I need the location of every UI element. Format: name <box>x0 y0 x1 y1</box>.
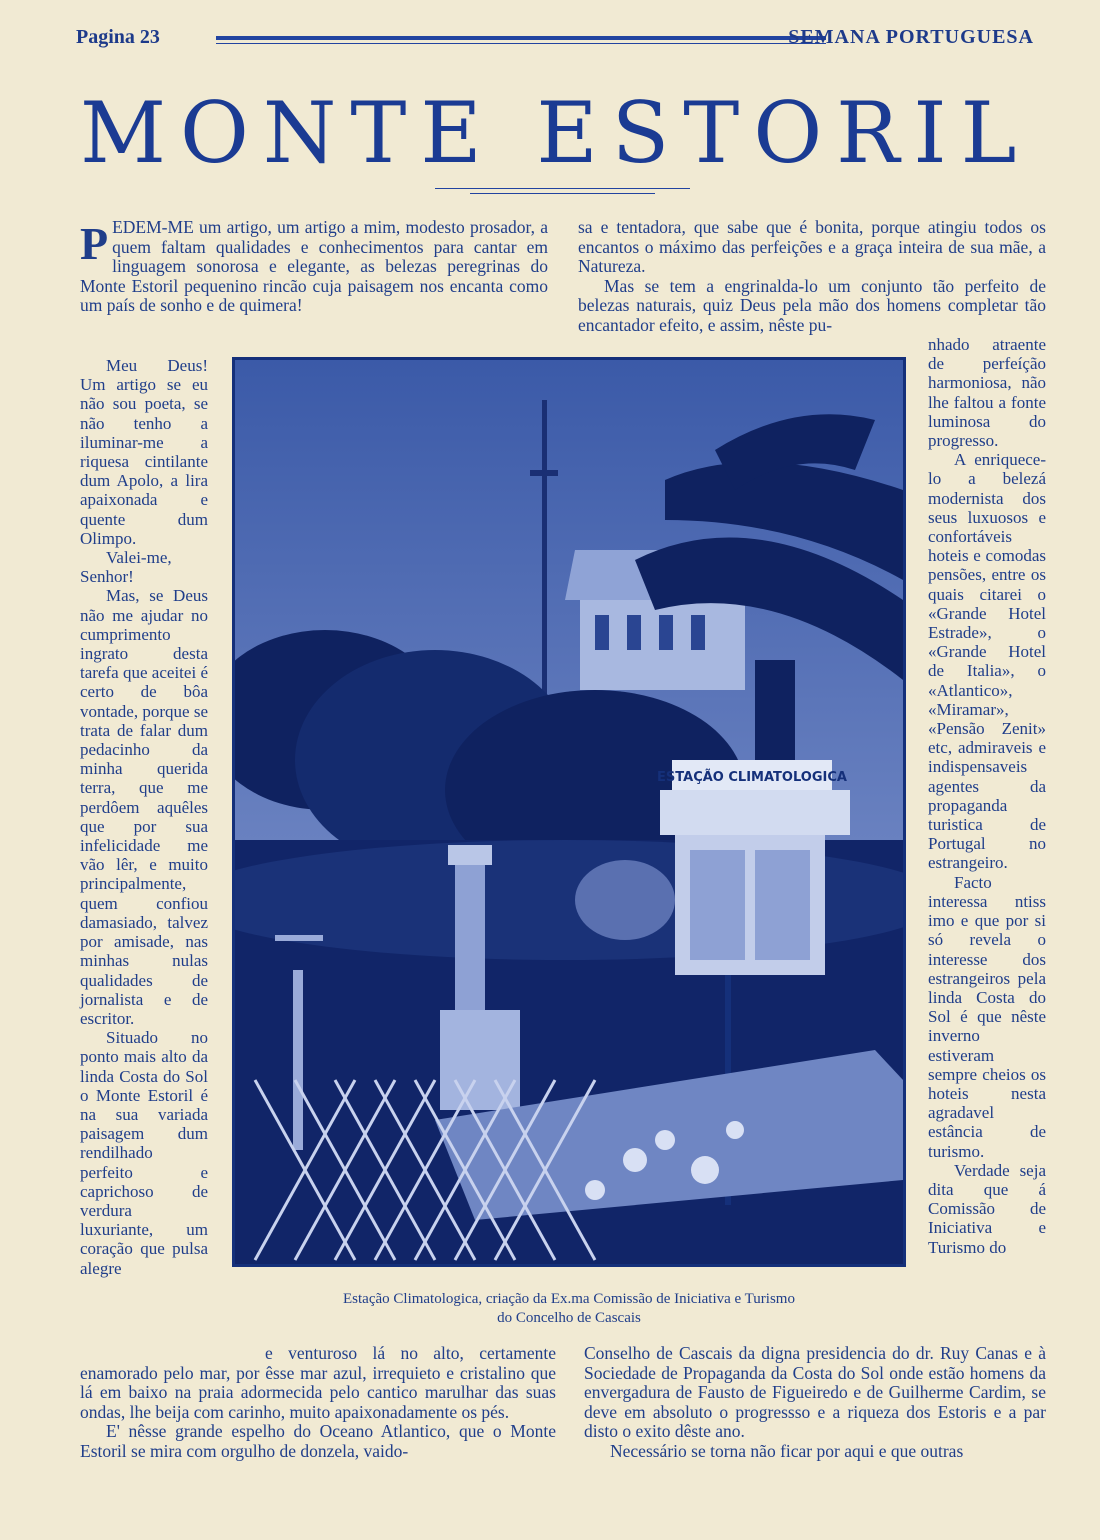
intro-text: EDEM-ME um artigo, um artigo a mim, modesto prosador, a quem faltam qualidades e conhecimentos para cantar em linguagem sonorosa e elegante, as belezas peregrinas do Monte Estoril pequenino rincão cuja paisagem nos encanta como um país de sonho e de quimera! <box>80 217 548 316</box>
right-paragraph: Verdade seja dita que á Comissão de Iniciativa e Turismo do <box>928 1160 1046 1257</box>
left-paragraph: Meu Deus! Um artigo se eu não sou poeta, se não tenho a iluminar-me a riquesa cintilante dum Apolo, a lira apaixonada e quente dum Olimpo. <box>80 356 208 548</box>
right-top <box>578 218 1046 336</box>
right-paragraph: A enriquece-lo a belezá modernista dos seus luxuosos e confortáveis hoteis e comodas pensões, entre os quais citarei o «Grande Hotel Estrade», o «Grande Hotel de Italia», o «Atlantico», «Miramar», «Pensão Zenit» etc, admiraveis e indispensaveis agentes da propaganda turistica de Portugal no estrangeiro. <box>928 450 1046 873</box>
publication-name: SEMANA PORTUGUESA <box>788 26 1034 48</box>
instrument-pillar <box>455 860 485 1020</box>
intro-paragraph <box>80 218 548 316</box>
left-bottom-text: e venturoso lá no alto, certamente enamorado pelo mar, por êsse mar azul, irrequieto e cristalino que lá em baixo na praia adormecida pelo cantico marulhar das suas ondas, lhe beija com carinho, muito apaixonadamente os pés. <box>80 1343 556 1422</box>
page-header <box>76 26 1034 52</box>
title-underline <box>435 188 690 189</box>
right-bottom <box>584 1344 1046 1462</box>
header-rule-thin <box>216 43 826 44</box>
left-narrow-column <box>80 356 208 1278</box>
left-paragraph: Mas, se Deus não me ajudar no cumprimento ingrato desta tarefa que aceitei é certo de bôa vontade, porque se trata de falar dum pedacinho da minha querida terra, que me perdôem aquêles que por sua infelicidade me vão lêr, e muito principalmente, quem confiou damasiado, talvez por amisade, nas minhas nulas qualidades de jornalista e de escritor. <box>80 586 208 1028</box>
right-bottom-paragraph: Necessário se torna não ficar por aqui e que outras <box>610 1440 964 1461</box>
caption-line-1: Estação Climatologica, criação da Ex.ma Comissão de Iniciativa e Turismo <box>343 1291 795 1307</box>
drop-cap: P <box>80 218 109 269</box>
left-bottom <box>80 1344 556 1462</box>
photo-caption <box>232 1290 906 1328</box>
left-paragraph: Situado no ponto mais alto da linda Costa do Sol o Monte Estoril é na sua variada paisagem dum rendilhado perfeito e caprichoso de verdura luxuriante, um coração que pulsa alegre <box>80 1028 208 1278</box>
page-number: Pagina 23 <box>76 26 160 48</box>
photograph <box>232 357 906 1267</box>
left-bottom-paragraph: E' nêsse grande espelho do Oceano Atlantico, que o Monte Estoril se mira com orgulho de donzela, vaido- <box>80 1421 556 1461</box>
right-top-paragraph: Mas se tem a engrinalda-lo um conjunto tão perfeito de belezas naturais, quiz Deus pela mão dos homens completar tão encantador efeito, e assim, nêste pu- <box>578 275 1046 335</box>
right-narrow-column <box>928 335 1046 1257</box>
photo-illustration <box>235 360 903 1264</box>
caption-line-2: do Concelho de Cascais <box>497 1310 641 1326</box>
title-underline-short <box>470 193 655 194</box>
left-paragraph: Valei-me, Senhor! <box>80 548 172 587</box>
header-rule <box>216 36 826 40</box>
article-title: MONTE ESTORIL <box>80 84 1031 182</box>
left-intro <box>80 218 548 316</box>
right-top-text: sa e tentadora, que sabe que é bonita, porque atingiu todos os encantos o máximo das perfeições e a graça inteira de sua mãe, a Natureza. <box>578 217 1046 277</box>
right-bottom-text: Conselho de Cascais da digna presidencia do dr. Ruy Canas e à Sociedade de Propaganda da Costa do Sol onde estão homens da envergadura de Fausto de Figueiredo e de Guilherme Cardim, se deve em absoluto o progressso e a riqueza dos Estoris e a par disto o exito dêste ano. <box>584 1343 1046 1442</box>
right-paragraph: nhado atraente de perfeíção harmoniosa, não lhe faltou a fonte luminosa do progresso. <box>928 335 1046 451</box>
right-paragraph: Facto interessa ntiss imo e que por si só revela o interesse dos estrangeiros pela linda Costa do Sol é que nêste inverno estiveram sempre cheios os hoteis nesta agradavel estância de turismo. <box>928 872 1046 1161</box>
sign-text: ESTAÇÃO CLIMATOLOGICA <box>657 770 847 785</box>
